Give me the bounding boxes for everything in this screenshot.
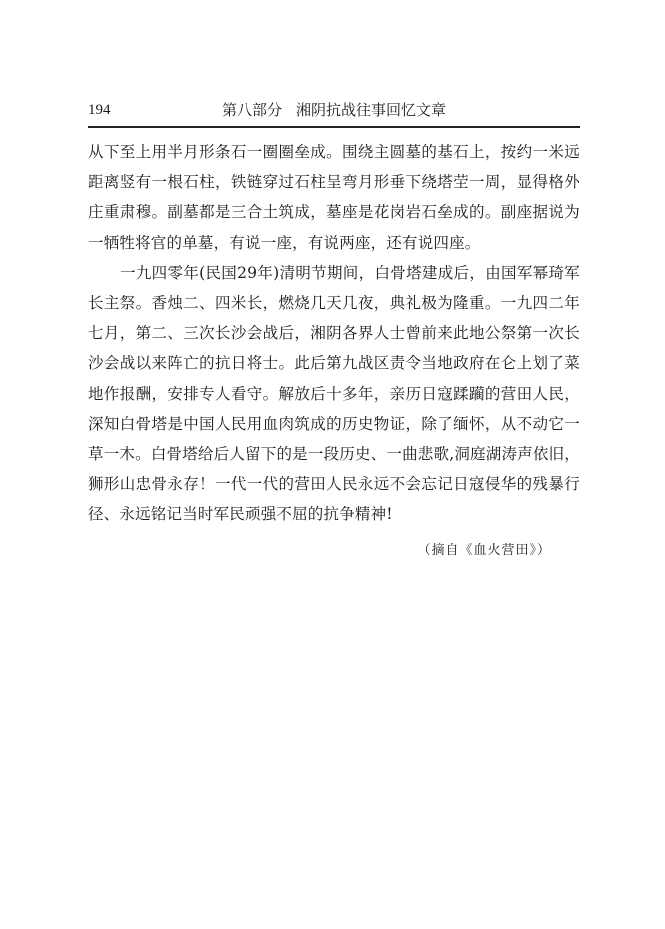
body-text — [88, 137, 580, 530]
section-title: 湘阴抗战往事回忆文章 — [296, 101, 447, 119]
source-citation: （摘自《血火营田》） — [417, 543, 551, 558]
paragraph-2: 一九四零年(民国29年)清明节期间，白骨塔建成后，由国军幂琦军长主祭。香烛二、四米长，燃烧几天几夜，典礼极为隆重。一九四二年七月，第二、三次长沙会战后，湘阴各界人士曾前来此地公祭第一次长沙会战以来阵亡的抗日将士。此后第九战区责令当地政府在仑上划了菜地作报酬，安排专人看守。解放后十多年，亲历日寇蹂躏的营田人民，深知白骨塔是中国人民用血肉筑成的历史物证，除了缅怀，从不动它一草一木。白骨塔给后人留下的是一段历史、一曲悲歌,洞庭湖涛声依旧，狮形山忠骨永存！一代一代的营田人民永远不会忘记日寇侵华的残暴行径、永远铭记当时军民顽强不屈的抗争精神! — [88, 263, 580, 524]
section-part: 第八部分 — [221, 101, 282, 119]
paragraph-1: 从下至上用半月形条石一圈圈垒成。围绕主圆墓的基石上，按约一米远距离竖有一根石柱，铁链穿过石柱呈弯月形垂下绕塔茔一周，显得格外庄重肃穆。副墓都是三合土筑成，墓座是花岗岩石垒成的。副座据说为一牺牲将官的单墓，有说一座，有说两座，还有说四座。 — [88, 143, 580, 252]
page-number: 194 — [88, 102, 111, 118]
running-header — [88, 100, 580, 128]
running-title — [88, 100, 580, 120]
